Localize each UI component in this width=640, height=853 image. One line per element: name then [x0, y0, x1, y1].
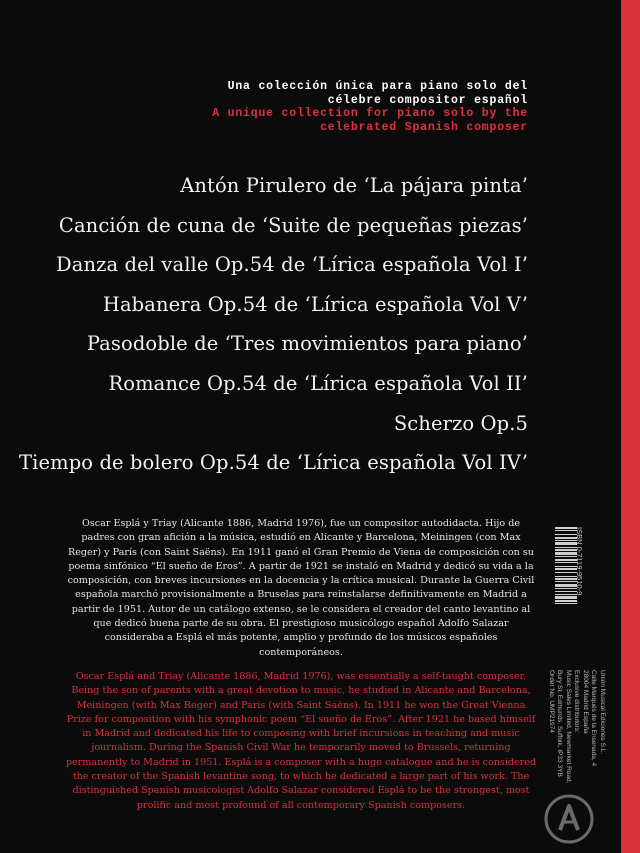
track-title: Danza del valle Op.54 de ‘Lírica española Vol I’ — [56, 253, 528, 277]
track-title: Antón Pirulero de ‘La pájara pinta’ — [180, 174, 528, 197]
tagline-es-line1: Una colección única para piano solo del — [227, 80, 528, 93]
biography-english: Oscar Esplá and Triay (Alicante 1886, Madrid 1976), was essentially a self-taught composer. Being the son of parents with a great devotion to music, he studied in Alicante and Barcelona, Meiningen (with Max Reger) and Paris (with Saint Saëns). In 1911 he won the Great Vienna Prize for composition with his symphonic poem “El sueño de Eros”. After 1921 he based himself in Madrid and dedicated his life to composing with brief incursions in teaching and music journalism. During the Spanish Civil War he temporarily moved to Brussels, returning permanently to Madrid in 1951. Esplá is a composer with a huge catalogue and he is considered the creator of the Spanish levantine song, to which he dedicated a large part of his work. The distinguished Spanish musicologist Adolfo Salazar considered Esplá to be the strongest, most prolific and most profound of all contemporary Spanish composers. — [65, 671, 537, 811]
biography-spanish: Oscar Esplá y Triay (Alicante 1886, Madrid 1976), fue un compositor autodidacta. Hijo de padres con gran afición a la música, estudió en Alicante y Barcelona, Meiningen (con Max Reger) y París (con Saint Saëns). En 1911 ganó el Gran Premio de Viena de composición con su poema sinfónico “El sueño de Eros”. A partir de 1921 se instaló en Madrid y dedicó su vida a la composición, con breves incursiones en la docencia y la crítica musical. Durante la Guerra Civil española marchó provisionalmente a Bruselas para reinstalarse definitivamente en Madrid a partir de 1951. Autor de un catálogo extenso, se le considera el creador del canto levantino al que dedicó buena parte de su obra. El prestigioso musicólogo español Adolfo Salazar consideraba a Esplá el más potente, amplio y profundo de los músicos españoles contemporáneos. — [67, 518, 535, 658]
publisher-info-line: Exclusive distributors: — [573, 670, 581, 733]
track-title: Pasodoble de ‘Tres movimientos para piano’ — [86, 332, 528, 356]
isbn-text: ISBN 0-7119-9510-9 — [575, 527, 584, 596]
track-list — [19, 166, 528, 483]
publisher-info-line: Order No. UMP21974 — [548, 670, 555, 733]
red-edge-strip — [621, 0, 640, 853]
tagline-en-line1: A unique collection for piano solo by the — [212, 107, 528, 120]
tagline-es-line2: célebre compositor español — [327, 93, 528, 107]
publisher-logo — [542, 792, 596, 846]
track-title: Romance Op.54 de ‘Lírica española Vol II’ — [108, 371, 528, 395]
track-title: Canción de cuna de ‘Suite de pequeñas piezas’ — [58, 213, 528, 237]
publisher-info-line: Music Sales Limited, Newmarket Road, — [565, 670, 572, 784]
track-title: Habanera Op.54 de ‘Lírica española Vol V’ — [102, 292, 528, 316]
tagline-en-line2: celebrated Spanish composer — [320, 120, 528, 134]
publisher-info-line: Unión Musical Ediciones S.L. — [599, 670, 606, 755]
publisher-info-line: Calle Marqués de la Ensenada, 4 — [590, 670, 598, 767]
barcode-bar — [555, 604, 577, 606]
tagline — [212, 80, 528, 134]
track-title: Tiempo de bolero Op.54 de ‘Lírica española Vol IV’ — [19, 451, 528, 475]
barcode — [555, 527, 577, 655]
publisher-info — [547, 670, 607, 783]
track-title: Scherzo Op.5 — [393, 411, 528, 435]
publisher-info-line: Bury St. Edmunds, Suffolk, IP33 3YB — [556, 670, 564, 777]
publisher-info-line: 28004 Madrid España — [582, 670, 589, 734]
